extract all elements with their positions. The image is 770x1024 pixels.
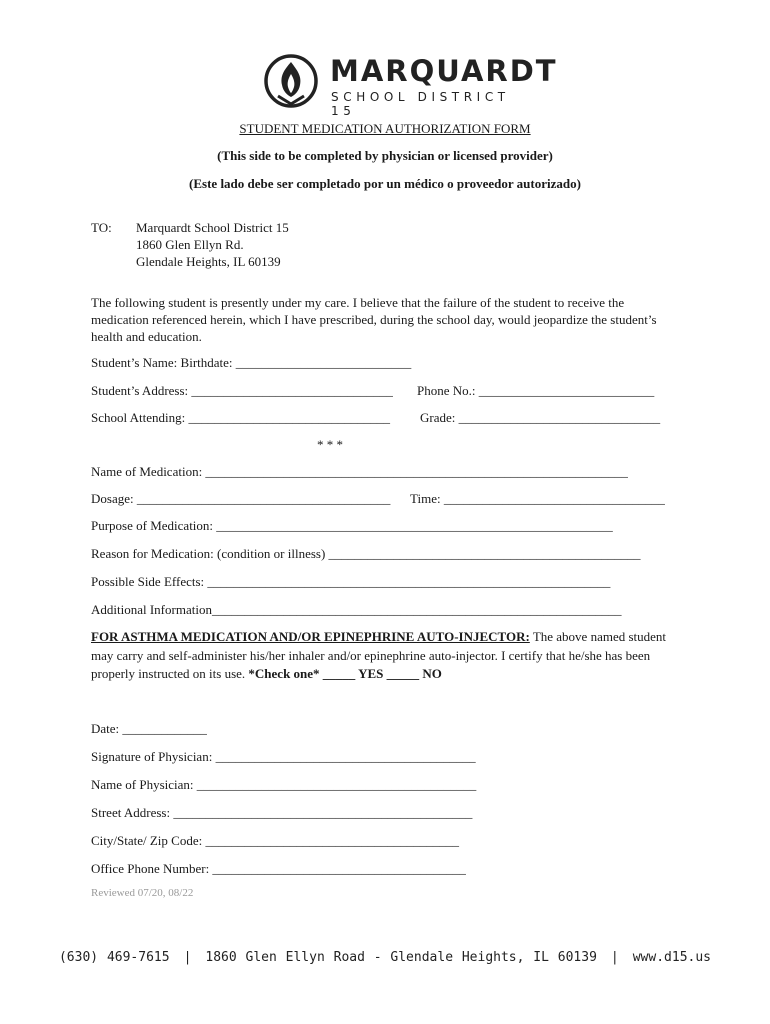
purpose-field[interactable]: Purpose of Medication: _____________________________________________________________ — [91, 518, 613, 533]
footer-separator: | — [610, 950, 619, 965]
city-state-zip-field[interactable]: City/State/ Zip Code: _______________________________________ — [91, 833, 459, 848]
additional-info-field[interactable]: Additional Information_______________________________________________________________ — [91, 602, 622, 617]
school-attending-field[interactable]: School Attending: _______________________________ — [91, 410, 390, 425]
phone-field[interactable]: Phone No.: ___________________________ — [417, 383, 655, 398]
footer-contact — [0, 950, 770, 965]
flame-emblem-icon — [262, 52, 320, 110]
logo-name: MARQUARDT — [330, 54, 558, 88]
footer-separator: | — [183, 950, 192, 965]
logo-subtitle: SCHOOL DISTRICT 15 — [331, 90, 510, 118]
medication-name-field[interactable]: Name of Medication: _________________________________________________________________ — [91, 464, 628, 479]
section-divider: * * * — [317, 437, 343, 452]
asthma-heading: FOR ASTHMA MEDICATION AND/OR EPINEPHRINE AUTO-INJECTOR: — [91, 629, 530, 644]
asthma-text: The above named student may carry and self-administer his/her inhaler and/or epinephrine auto-injector. I certify that he/she has been properly instructed on its use. — [91, 629, 667, 681]
student-address-field[interactable]: Student’s Address: _______________________________ — [91, 383, 393, 398]
dosage-field[interactable]: Dosage: _______________________________________ — [91, 491, 391, 506]
date-field[interactable]: Date: _____________ — [91, 721, 207, 736]
street-address-field[interactable]: Street Address: ______________________________________________ — [91, 805, 473, 820]
physician-signature-field[interactable]: Signature of Physician: ________________________________________ — [91, 749, 476, 764]
footer-address: 1860 Glen Ellyn Road - Glendale Heights, IL 60139 — [205, 950, 597, 965]
form-title: STUDENT MEDICATION AUTHORIZATION FORM — [239, 121, 531, 136]
footer-phone: (630) 469-7615 — [58, 950, 170, 965]
asthma-authorization — [91, 628, 691, 684]
side-effects-field[interactable]: Possible Side Effects: ______________________________________________________________ — [91, 574, 611, 589]
address-line-2: 1860 Glen Ellyn Rd. — [136, 237, 244, 252]
grade-field[interactable]: Grade: _______________________________ — [420, 410, 661, 425]
student-name-field[interactable]: Student’s Name: Birthdate: ___________________________ — [91, 355, 412, 370]
address-line-1: Marquardt School District 15 — [136, 220, 289, 235]
district-logo — [262, 52, 558, 118]
to-label: TO: — [91, 220, 112, 235]
form-subtitle-english: (This side to be completed by physician or licensed provider) — [217, 148, 553, 163]
time-field[interactable]: Time: __________________________________ — [410, 491, 665, 506]
check-one-field[interactable]: *Check one* _____ YES _____ NO — [248, 666, 442, 681]
footer-website[interactable]: www.d15.us — [632, 950, 712, 965]
reviewed-date: Reviewed 07/20, 08/22 — [91, 887, 194, 899]
office-phone-field[interactable]: Office Phone Number: _______________________________________ — [91, 861, 466, 876]
form-subtitle-spanish: (Este lado debe ser completado por un médico o proveedor autorizado) — [189, 176, 581, 191]
care-statement: The following student is presently under my care. I believe that the failure of the student to receive the medication referenced herein, which I have prescribed, during the school day, would jeopardize the student’s health and education. — [91, 295, 657, 344]
reason-field[interactable]: Reason for Medication: (condition or illness) ________________________________________________ — [91, 546, 641, 561]
physician-name-field[interactable]: Name of Physician: ___________________________________________ — [91, 777, 477, 792]
address-line-3: Glendale Heights, IL 60139 — [136, 254, 281, 269]
